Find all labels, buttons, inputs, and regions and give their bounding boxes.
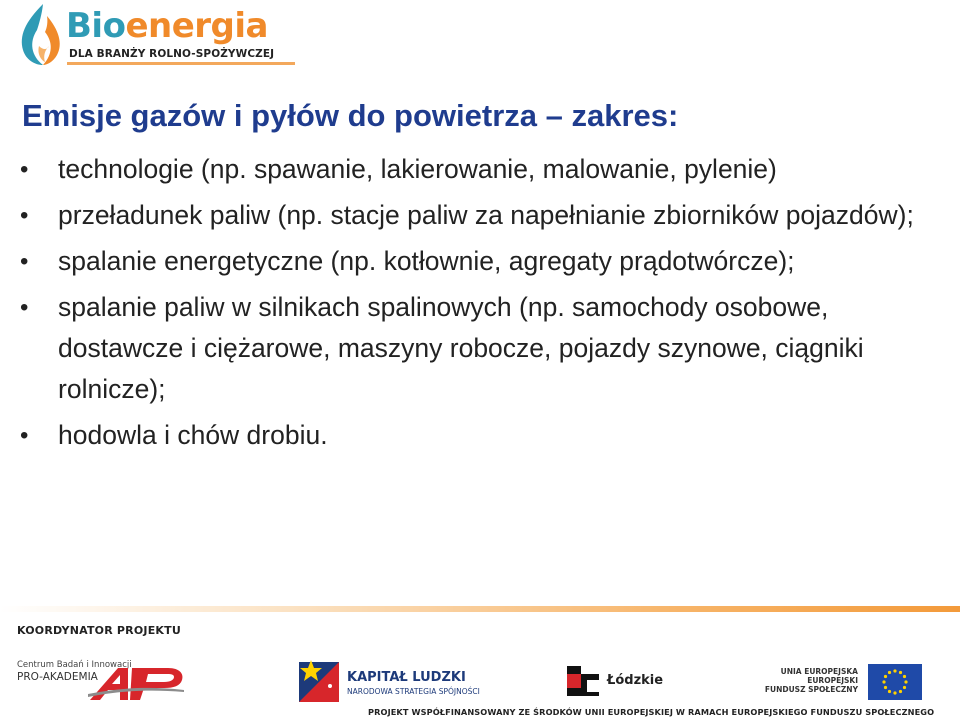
eu-logo xyxy=(764,664,946,700)
list-item-text: technologie (np. spawanie, lakierowanie, malowanie, pylenie) xyxy=(58,154,777,184)
kapital-ludzki-logo xyxy=(297,656,497,706)
eu-line2: EUROPEJSKI xyxy=(807,676,858,685)
bullet-marker: • xyxy=(20,156,29,183)
footer-divider xyxy=(0,606,960,612)
bioenergia-logo xyxy=(17,2,287,68)
star-flag-icon xyxy=(297,656,343,706)
slide-title: Emisje gazów i pyłów do powietrza – zakres: xyxy=(22,98,679,133)
bullet-list xyxy=(20,149,930,461)
bullet-marker: • xyxy=(20,202,29,229)
bullet-marker: • xyxy=(20,248,29,275)
logo-wordmark xyxy=(66,6,268,46)
ap-mark-icon xyxy=(88,664,186,702)
list-item-text: przeładunek paliw (np. stacje paliw za napełnianie zbiorników pojazdów); xyxy=(58,200,914,230)
logo-word-bio: Bio xyxy=(66,6,126,46)
lodzkie-name: Łódzkie xyxy=(607,673,664,688)
proakademia-line1: Centrum Badań i Innowacji xyxy=(17,660,132,670)
eu-flag-icon xyxy=(868,664,922,700)
logo-underline xyxy=(67,62,295,65)
list-item xyxy=(20,287,930,410)
list-item-text: spalanie paliw w silnikach spalinowych (np. samochody osobowe, dostawcze i ciężarowe, maszyny robocze, pojazdy szynowe, ciągniki rolnicze); xyxy=(58,292,864,404)
kapital-ludzki-title: KAPITAŁ LUDZKI xyxy=(347,670,466,685)
proakademia-line2: PRO-AKADEMIA xyxy=(17,671,98,683)
eu-line1: UNIA EUROPEJSKA xyxy=(780,667,858,676)
eu-line3: FUNDUSZ SPOŁECZNY xyxy=(764,685,858,694)
list-item xyxy=(20,241,930,282)
list-item-text: hodowla i chów drobiu. xyxy=(58,420,328,450)
bullet-marker: • xyxy=(20,422,29,449)
kapital-ludzki-subtitle: NARODOWA STRATEGIA SPÓJNOŚCI xyxy=(347,687,480,696)
lodzkie-region-icon xyxy=(567,664,603,698)
bullet-marker: • xyxy=(20,294,29,321)
logo-tagline: DLA BRANŻY ROLNO-SPOŻYWCZEJ xyxy=(69,48,275,60)
list-item xyxy=(20,415,930,456)
coordinator-label: KOORDYNATOR PROJEKTU xyxy=(17,624,181,637)
lodzkie-logo xyxy=(567,664,677,698)
list-item xyxy=(20,149,930,190)
proakademia-logo xyxy=(16,660,186,702)
cofinancing-note: PROJEKT WSPÓŁFINANSOWANY ZE ŚRODKÓW UNII EUROPEJSKIEJ W RAMACH EUROPEJSKIEGO FUNDUSZU SPOŁECZNEGO xyxy=(368,707,935,717)
eu-text xyxy=(765,667,858,694)
logo-word-energia: energia xyxy=(125,6,268,46)
list-item xyxy=(20,195,930,236)
list-item-text: spalanie energetyczne (np. kotłownie, agregaty prądotwórcze); xyxy=(58,246,795,276)
flame-drop-icon xyxy=(17,2,63,66)
